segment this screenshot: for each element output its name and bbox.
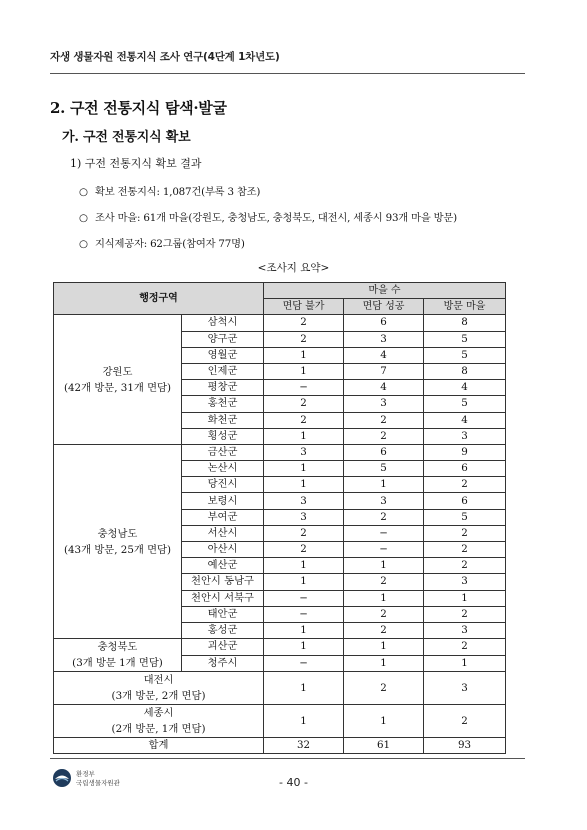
visits-cell: 2 <box>424 558 506 574</box>
success-cell: 5 <box>344 461 424 477</box>
fail-cell: 1 <box>264 428 344 444</box>
visits-cell: 5 <box>424 509 506 525</box>
survey-summary-table <box>53 282 506 754</box>
area-cell: 화천군 <box>182 412 264 428</box>
visits-cell: 2 <box>424 542 506 558</box>
subsection-title: 가. 구전 전통지식 확보 <box>62 130 191 145</box>
region-summary: (42개 방문, 31개 면담) <box>63 381 171 394</box>
success-cell: 3 <box>344 396 424 412</box>
header-fail: 면담 불가 <box>264 299 344 315</box>
institute-label: 국립생물자원관 <box>76 779 120 787</box>
visits-cell: 2 <box>424 477 506 493</box>
region-summary: (43개 방문, 25개 면담) <box>63 543 171 556</box>
visits-cell: 6 <box>424 493 506 509</box>
section-title: 2. 구전 전통지식 탐색·발굴 <box>50 99 227 117</box>
area-cell: 청주시 <box>182 655 264 672</box>
area-cell: 논산시 <box>182 461 264 477</box>
region-summary: (3개 방문 1개 면담) <box>72 657 163 670</box>
visits-cell: 3 <box>424 574 506 590</box>
success-cell: 4 <box>344 380 424 396</box>
visits-cell: 5 <box>424 396 506 412</box>
total-visits: 93 <box>424 738 506 754</box>
bullet-item <box>79 183 260 198</box>
fail-cell: 1 <box>264 622 344 638</box>
area-cell: 금산군 <box>182 444 264 460</box>
region-cell <box>54 639 182 672</box>
visits-cell: 9 <box>424 444 506 460</box>
region-name: 강원도 <box>102 365 133 378</box>
area-cell: 홍성군 <box>182 622 264 638</box>
fail-cell: 1 <box>264 477 344 493</box>
region-cell <box>54 315 182 445</box>
visits-cell: 2 <box>424 525 506 541</box>
region-summary: (3개 방문, 2개 면담) <box>111 690 206 703</box>
visits-cell: 3 <box>424 672 506 705</box>
table-caption: <조사지 요약> <box>257 262 330 274</box>
table-header-row <box>54 283 506 299</box>
success-cell: 2 <box>344 574 424 590</box>
fail-cell: 1 <box>264 363 344 379</box>
header-rule <box>50 73 525 74</box>
visits-cell: 2 <box>424 606 506 622</box>
success-cell: − <box>344 542 424 558</box>
region-name: 세종시 <box>143 707 174 720</box>
success-cell: 1 <box>344 655 424 672</box>
header-success: 면담 성공 <box>344 299 424 315</box>
area-cell: 천안시 서북구 <box>182 590 264 606</box>
item-title: 1) 구전 전통지식 확보 결과 <box>70 157 202 170</box>
fail-cell: 1 <box>264 574 344 590</box>
running-header: 자생 생물자원 전통지식 조사 연구(4단계 1차년도) <box>50 51 280 63</box>
area-cell: 괴산군 <box>182 639 264 656</box>
visits-cell: 5 <box>424 347 506 363</box>
bullet-marker: ○ <box>79 212 88 224</box>
fail-cell: 2 <box>264 315 344 331</box>
fail-cell: 3 <box>264 493 344 509</box>
success-cell: 6 <box>344 315 424 331</box>
bullet-item <box>79 235 245 250</box>
success-cell: 1 <box>344 558 424 574</box>
area-cell: 횡성군 <box>182 428 264 444</box>
fail-cell: 1 <box>264 558 344 574</box>
area-cell: 평창군 <box>182 380 264 396</box>
visits-cell: 5 <box>424 331 506 347</box>
fail-cell: 2 <box>264 525 344 541</box>
fail-cell: − <box>264 655 344 672</box>
visits-cell: 4 <box>424 380 506 396</box>
region-cell <box>54 705 264 738</box>
area-cell: 아산시 <box>182 542 264 558</box>
area-cell: 영월군 <box>182 347 264 363</box>
fail-cell: 3 <box>264 444 344 460</box>
region-cell <box>54 444 182 638</box>
area-cell: 태안군 <box>182 606 264 622</box>
region-name: 충청남도 <box>97 527 138 540</box>
bullet-text: 확보 전통지식: 1,087건(부록 3 참조) <box>95 186 261 198</box>
success-cell: 1 <box>344 705 424 738</box>
visits-cell: 8 <box>424 315 506 331</box>
visits-cell: 3 <box>424 622 506 638</box>
fail-cell: − <box>264 606 344 622</box>
visits-cell: 1 <box>424 655 506 672</box>
fail-cell: 1 <box>264 347 344 363</box>
success-cell: 3 <box>344 331 424 347</box>
total-fail: 32 <box>264 738 344 754</box>
success-cell: 1 <box>344 639 424 656</box>
table-row <box>54 444 506 460</box>
fail-cell: − <box>264 380 344 396</box>
header-visits: 방문 마을 <box>424 299 506 315</box>
visits-cell: 8 <box>424 363 506 379</box>
visits-cell: 4 <box>424 412 506 428</box>
region-name: 충청북도 <box>97 641 138 654</box>
success-cell: 2 <box>344 509 424 525</box>
page-number: - 40 - <box>279 776 308 789</box>
success-cell: 6 <box>344 444 424 460</box>
total-label: 합계 <box>54 738 264 754</box>
table-row <box>54 639 506 656</box>
success-cell: 7 <box>344 363 424 379</box>
area-cell: 홍천군 <box>182 396 264 412</box>
success-cell: 2 <box>344 672 424 705</box>
success-cell: 2 <box>344 428 424 444</box>
fail-cell: − <box>264 590 344 606</box>
success-cell: 2 <box>344 412 424 428</box>
area-cell: 예산군 <box>182 558 264 574</box>
fail-cell: 2 <box>264 412 344 428</box>
region-cell <box>54 672 264 705</box>
fail-cell: 2 <box>264 331 344 347</box>
bullet-item <box>79 209 457 224</box>
success-cell: 1 <box>344 477 424 493</box>
footer-rule <box>50 758 525 759</box>
fail-cell: 1 <box>264 705 344 738</box>
visits-cell: 3 <box>424 428 506 444</box>
bullet-text: 지식제공자: 62그룹(참여자 77명) <box>95 238 245 250</box>
fail-cell: 2 <box>264 542 344 558</box>
success-cell: 4 <box>344 347 424 363</box>
visits-cell: 2 <box>424 639 506 656</box>
area-cell: 삼척시 <box>182 315 264 331</box>
table-total-row <box>54 738 506 754</box>
visits-cell: 1 <box>424 590 506 606</box>
bullet-marker: ○ <box>79 186 88 198</box>
visits-cell: 2 <box>424 705 506 738</box>
area-cell: 인제군 <box>182 363 264 379</box>
fail-cell: 1 <box>264 461 344 477</box>
area-cell: 천안시 동남구 <box>182 574 264 590</box>
region-name: 대전시 <box>143 674 174 687</box>
area-cell: 서산시 <box>182 525 264 541</box>
fail-cell: 1 <box>264 672 344 705</box>
table-row <box>54 672 506 705</box>
header-village-count: 마을 수 <box>264 283 506 299</box>
fail-cell: 3 <box>264 509 344 525</box>
success-cell: 2 <box>344 606 424 622</box>
success-cell: 1 <box>344 590 424 606</box>
region-summary: (2개 방문, 1개 면담) <box>111 723 206 736</box>
table-row <box>54 705 506 738</box>
success-cell: − <box>344 525 424 541</box>
bullet-text: 조사 마을: 61개 마을(강원도, 충청남도, 충청북도, 대전시, 세종시 93개 마을 방문) <box>95 212 457 224</box>
success-cell: 2 <box>344 622 424 638</box>
fail-cell: 1 <box>264 639 344 656</box>
success-cell: 3 <box>344 493 424 509</box>
table-row <box>54 315 506 331</box>
area-cell: 보령시 <box>182 493 264 509</box>
fail-cell: 2 <box>264 396 344 412</box>
ministry-label: 환경부 <box>76 770 95 778</box>
total-success: 61 <box>344 738 424 754</box>
area-cell: 당진시 <box>182 477 264 493</box>
area-cell: 부여군 <box>182 509 264 525</box>
visits-cell: 6 <box>424 461 506 477</box>
header-region: 행정구역 <box>54 283 264 315</box>
bullet-marker: ○ <box>79 238 88 250</box>
area-cell: 양구군 <box>182 331 264 347</box>
